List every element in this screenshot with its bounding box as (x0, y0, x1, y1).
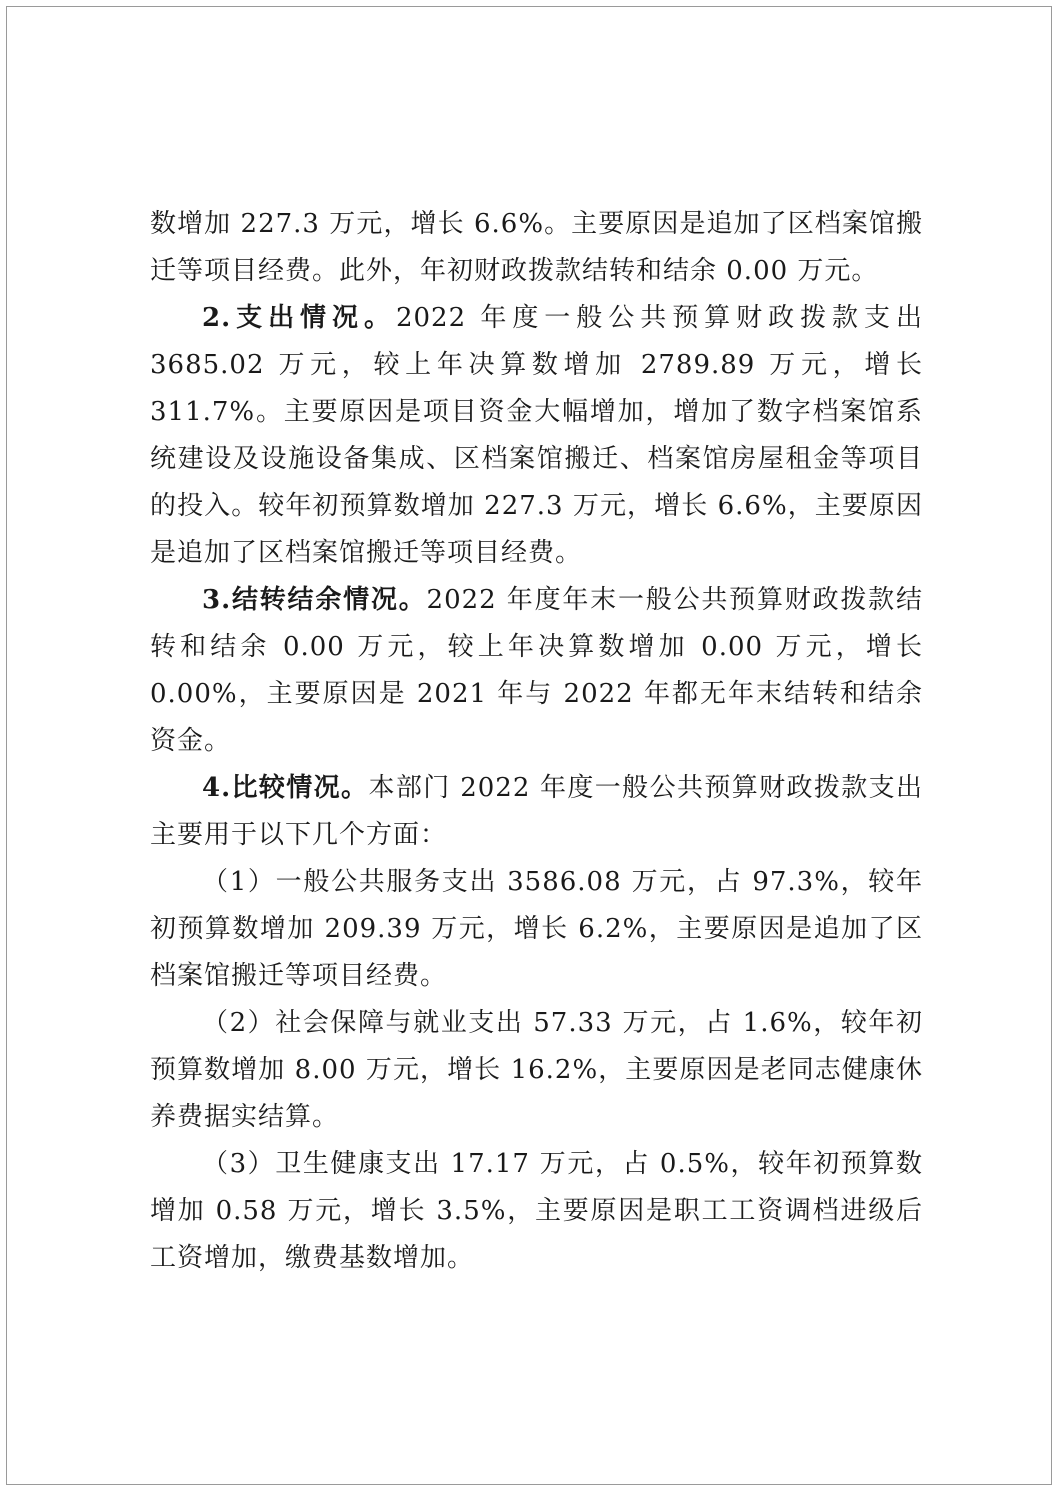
paragraph-heading: 2.支出情况。 (202, 303, 396, 333)
paragraph-text: （3）卫生健康支出 17.17 万元，占 0.5%，较年初预算数增加 0.58 万元，增长 3.5%，主要原因是职工工资调档进级后工资增加，缴费基数增加。 (150, 1149, 923, 1273)
paragraph-text: （1）一般公共服务支出 3586.08 万元，占 97.3%，较年初预算数增加 209.39 万元，增长 6.2%，主要原因是追加了区档案馆搬迁等项目经费。 (150, 867, 923, 991)
paragraph-comparison (150, 765, 923, 859)
paragraph-item-3 (150, 1141, 923, 1282)
paragraph-heading: 3.结转结余情况。 (202, 585, 427, 615)
paragraph-text: 2022 年度一般公共预算财政拨款支出 3685.02 万元，较上年决算数增加 2789.89 万元，增长 311.7%。主要原因是项目资金大幅增加，增加了数字档案馆系统建设及设施设备集成、区档案馆搬迁、档案馆房屋租金等项目的投入。较年初预算数增加 227.3 万元，增长 6.6%，主要原因是追加了区档案馆搬迁等项目经费。 (150, 303, 923, 568)
paragraph-text: 2022 年度年末一般公共预算财政拨款结转和结余 0.00 万元，较上年决算数增加 0.00 万元，增长 0.00%，主要原因是 2021 年与 2022 年都无年末结转和结余资金。 (150, 585, 923, 756)
paragraph-carryover-balance (150, 577, 923, 765)
paragraph-expenditure (150, 295, 923, 577)
paragraph-item-2 (150, 1000, 923, 1141)
paragraph-item-1 (150, 859, 923, 1000)
paragraph-budget-carryover (150, 201, 923, 295)
document-body (150, 201, 923, 1282)
paragraph-heading: 4.比较情况。 (202, 773, 369, 803)
paragraph-text: 数增加 227.3 万元，增长 6.6%。主要原因是追加了区档案馆搬迁等项目经费。此外，年初财政拨款结转和结余 0.00 万元。 (150, 209, 923, 286)
document-page (6, 6, 1052, 1485)
paragraph-text: （2）社会保障与就业支出 57.33 万元，占 1.6%，较年初预算数增加 8.00 万元，增长 16.2%，主要原因是老同志健康休养费据实结算。 (150, 1008, 923, 1132)
paragraph-text: 本部门 2022 年度一般公共预算财政拨款支出主要用于以下几个方面： (150, 773, 923, 850)
